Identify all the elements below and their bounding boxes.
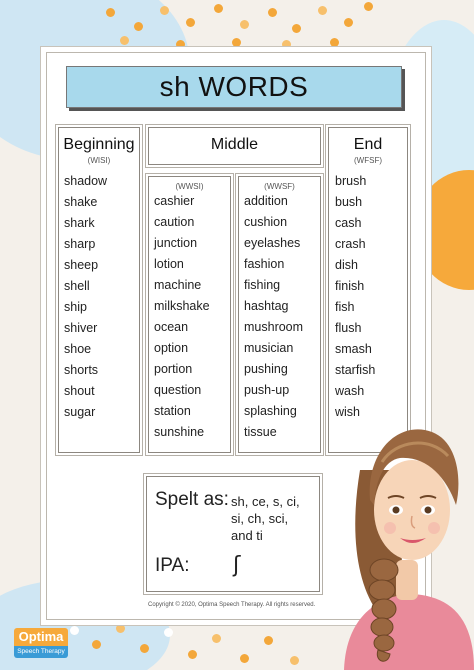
spelt-line: si, ch, sci, xyxy=(231,511,289,526)
middle-heading-box xyxy=(148,127,321,165)
word-item: flush xyxy=(335,321,362,335)
middle-right-column xyxy=(238,176,321,453)
middle-right-word-list xyxy=(244,191,303,443)
word-item: shiver xyxy=(64,321,98,335)
word-item: shout xyxy=(64,384,95,398)
end-word-list xyxy=(335,171,375,423)
word-item: portion xyxy=(154,362,193,376)
middle-left-word-list xyxy=(154,191,210,443)
spelt-line: sh, ce, s, ci, xyxy=(231,494,300,509)
word-item: milkshake xyxy=(154,299,210,313)
word-item: ship xyxy=(64,300,87,314)
word-item: question xyxy=(154,383,202,397)
word-item: sunshine xyxy=(154,425,205,439)
word-item: tissue xyxy=(244,425,277,439)
end-column xyxy=(328,127,408,453)
middle-right-code: (WWSF) xyxy=(264,182,295,191)
word-item: machine xyxy=(154,278,202,292)
word-item: shorts xyxy=(64,363,99,377)
optima-logo xyxy=(14,628,68,664)
word-item: crash xyxy=(335,237,366,251)
word-item: push-up xyxy=(244,383,290,397)
beginning-code: (WISI) xyxy=(87,156,111,165)
end-heading: End xyxy=(353,136,383,153)
girl-illustration xyxy=(330,410,474,670)
ipa-symbol: ʃ xyxy=(233,553,241,578)
spelt-as-value xyxy=(231,493,321,544)
word-item: mushroom xyxy=(244,320,304,334)
word-item: sharp xyxy=(64,237,96,251)
word-item: fishing xyxy=(244,278,281,292)
word-item: eyelashes xyxy=(244,236,301,250)
word-item: cash xyxy=(335,216,362,230)
word-item: splashing xyxy=(244,404,297,418)
word-item: junction xyxy=(154,236,198,250)
middle-left-code: (WWSI) xyxy=(175,182,204,191)
word-item: shoe xyxy=(64,342,92,356)
spelt-line: and ti xyxy=(231,528,263,543)
word-item: ocean xyxy=(154,320,189,334)
word-item: sheep xyxy=(64,258,99,272)
word-item: shadow xyxy=(64,174,108,188)
spelling-box xyxy=(146,476,320,592)
word-item: cushion xyxy=(244,215,288,229)
word-item: wish xyxy=(335,405,361,419)
word-item: shell xyxy=(64,279,90,293)
word-item: caution xyxy=(154,215,195,229)
word-item: fish xyxy=(335,300,355,314)
beginning-column xyxy=(58,127,140,453)
page-title: sh WORDS xyxy=(66,66,402,108)
word-item: addition xyxy=(244,194,288,208)
word-item: wash xyxy=(335,384,365,398)
word-item: fashion xyxy=(244,257,285,271)
word-item: sugar xyxy=(64,405,96,419)
copyright-text: Copyright © 2020, Optima Speech Therapy. All rights reserved. xyxy=(148,602,316,608)
word-item: shake xyxy=(64,195,98,209)
word-item: station xyxy=(154,404,191,418)
word-item: lotion xyxy=(154,257,184,271)
word-item: dish xyxy=(335,258,358,272)
ipa-label: IPA: xyxy=(155,555,190,576)
word-item: pushing xyxy=(244,362,288,376)
word-item: smash xyxy=(335,342,372,356)
word-item: finish xyxy=(335,279,365,293)
beginning-heading: Beginning xyxy=(63,136,135,153)
word-item: brush xyxy=(335,174,367,188)
word-item: option xyxy=(154,341,189,355)
logo-wordmark: Optima xyxy=(14,628,68,646)
logo-tagline: Speech Therapy xyxy=(14,646,68,658)
word-item: starfish xyxy=(335,363,376,377)
word-item: bush xyxy=(335,195,363,209)
word-item: shark xyxy=(64,216,95,230)
word-item: cashier xyxy=(154,194,195,208)
middle-heading: Middle xyxy=(210,136,259,153)
middle-left-column xyxy=(148,176,231,453)
word-item: hashtag xyxy=(244,299,289,313)
beginning-word-list xyxy=(64,171,107,423)
word-item: musician xyxy=(244,341,294,355)
end-code: (WFSF) xyxy=(354,156,382,165)
spelt-as-label: Spelt as: xyxy=(155,489,229,510)
